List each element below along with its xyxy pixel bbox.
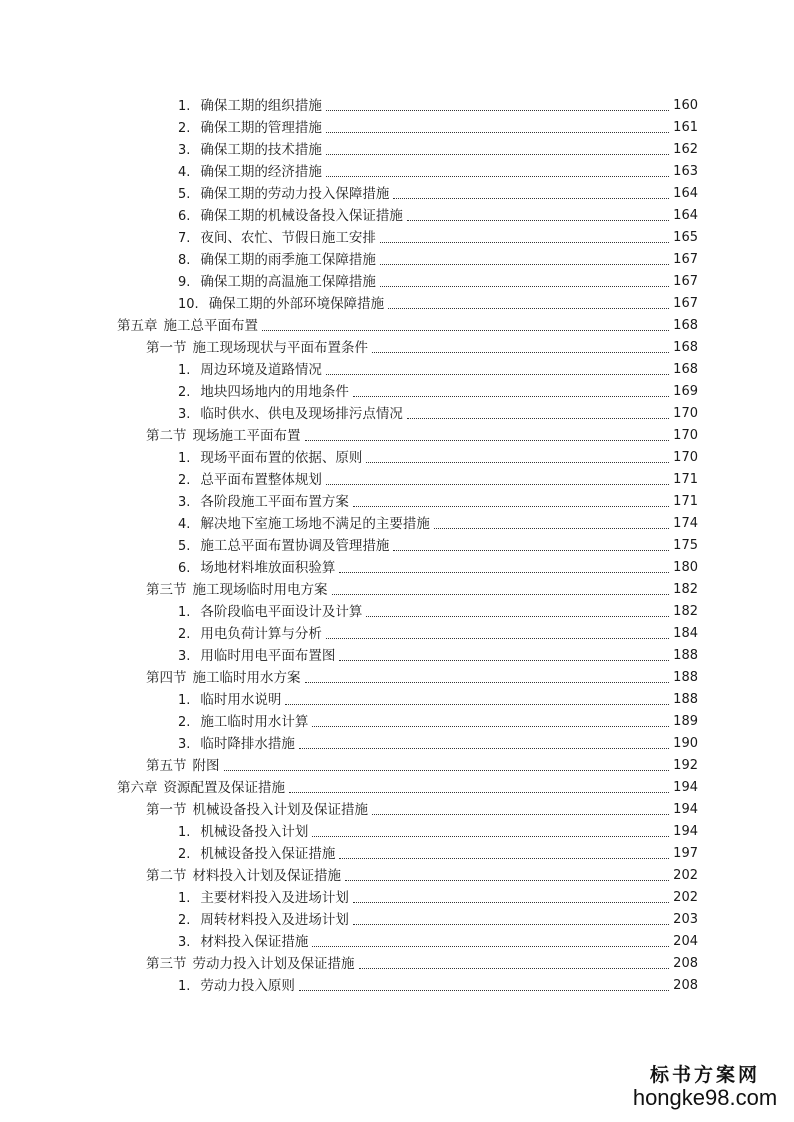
toc-entry-label xyxy=(146,425,302,447)
toc-dot-leader xyxy=(359,967,670,969)
toc-entry-title: 夜间、农忙、节假日施工安排 xyxy=(200,229,376,246)
toc-entry-section[interactable] xyxy=(146,425,698,447)
toc-page-number: 208 xyxy=(673,978,698,993)
toc-entry-number: 第六章 xyxy=(117,780,158,796)
toc-entry-title: 确保工期的经济措施 xyxy=(200,163,322,180)
toc-entry-item[interactable] xyxy=(178,711,698,733)
toc-page-number: 197 xyxy=(673,846,698,861)
toc-dot-leader xyxy=(262,329,669,331)
toc-entry-number: 3. xyxy=(178,494,191,510)
toc-page-number: 202 xyxy=(673,868,698,883)
toc-entry-label xyxy=(178,843,336,866)
toc-entry-title: 确保工期的外部环境保障措施 xyxy=(208,295,385,312)
toc-entry-item[interactable] xyxy=(178,557,698,579)
toc-entry-number: 8. xyxy=(178,252,191,268)
toc-dot-leader xyxy=(326,373,669,375)
toc-dot-leader xyxy=(372,351,669,353)
toc-entry-label xyxy=(178,645,336,668)
toc-entry-label xyxy=(178,249,377,272)
toc-entry-label xyxy=(178,733,296,756)
toc-page-number: 182 xyxy=(673,604,698,619)
toc-entry-label xyxy=(178,689,282,712)
toc-entry-title: 劳动力投入原则 xyxy=(200,977,295,994)
toc-entry-number: 4. xyxy=(178,164,191,180)
toc-entry-number: 1. xyxy=(178,98,191,114)
toc-entry-number: 第四节 xyxy=(146,670,187,686)
toc-entry-title: 施工总平面布置协调及管理措施 xyxy=(200,537,390,554)
toc-entry-title: 现场施工平面布置 xyxy=(192,428,301,444)
toc-page-number: 194 xyxy=(673,824,698,839)
toc-page-number: 204 xyxy=(673,934,698,949)
toc-entry-number: 2. xyxy=(178,384,191,400)
toc-entry-item[interactable] xyxy=(178,931,698,953)
toc-entry-title: 周转材料投入及进场计划 xyxy=(200,911,349,928)
toc-entry-number: 3. xyxy=(178,406,191,422)
toc-entry-number: 3. xyxy=(178,736,191,752)
toc-entry-title: 材料投入保证措施 xyxy=(200,933,309,950)
toc-entry-number: 第三节 xyxy=(146,582,187,598)
toc-page-number: 163 xyxy=(673,164,698,179)
toc-dot-leader xyxy=(353,901,669,903)
toc-page-number: 160 xyxy=(673,98,698,113)
toc-entry-number: 5. xyxy=(178,538,191,554)
toc-entry-label xyxy=(178,887,350,910)
watermark-site-name: 标书方案网 xyxy=(649,1064,760,1086)
toc-entry-label xyxy=(178,491,350,514)
toc-dot-leader xyxy=(299,989,669,991)
toc-entry-label xyxy=(178,139,323,162)
toc-entry-number: 3. xyxy=(178,142,191,158)
toc-entry-title: 施工临时用水方案 xyxy=(192,670,301,686)
toc-entry-number: 7. xyxy=(178,230,191,246)
toc-entry-item[interactable] xyxy=(178,535,698,557)
toc-entry-title: 各阶段临电平面设计及计算 xyxy=(200,603,363,620)
toc-page-number: 170 xyxy=(673,428,698,443)
toc-entry-title: 施工现场临时用电方案 xyxy=(192,582,328,598)
toc-entry-section[interactable] xyxy=(146,667,698,689)
toc-entry-title: 资源配置及保证措施 xyxy=(163,780,285,796)
toc-page-number: 208 xyxy=(673,956,698,971)
toc-entry-number: 1. xyxy=(178,890,191,906)
toc-entry-title: 机械设备投入保证措施 xyxy=(200,845,336,862)
toc-dot-leader xyxy=(339,857,669,859)
toc-dot-leader xyxy=(305,681,670,683)
toc-dot-leader xyxy=(326,637,669,639)
toc-entry-number: 第五节 xyxy=(146,758,187,774)
toc-entry-chapter[interactable] xyxy=(117,777,698,799)
toc-entry-item[interactable] xyxy=(178,601,698,623)
toc-page-number: 164 xyxy=(673,208,698,223)
toc-entry-number: 1. xyxy=(178,692,191,708)
toc-entry-label xyxy=(178,513,431,536)
toc-page-number: 202 xyxy=(673,890,698,905)
toc-page-number: 188 xyxy=(673,648,698,663)
toc-dot-leader xyxy=(380,263,669,265)
toc-page-number: 168 xyxy=(673,318,698,333)
toc-entry-item[interactable] xyxy=(178,491,698,513)
toc-entry-item[interactable] xyxy=(178,645,698,667)
toc-entry-label xyxy=(178,711,309,734)
toc-dot-leader xyxy=(393,197,669,199)
toc-entry-title: 机械设备投入计划 xyxy=(200,823,309,840)
toc-entry-number: 第一节 xyxy=(146,802,187,818)
toc-entry-item[interactable] xyxy=(178,469,698,491)
toc-entry-item[interactable] xyxy=(178,447,698,469)
toc-entry-label xyxy=(178,205,404,228)
toc-page-number: 184 xyxy=(673,626,698,641)
toc-dot-leader xyxy=(224,769,670,771)
toc-entry-title: 临时用水说明 xyxy=(200,691,282,708)
toc-page-number: 175 xyxy=(673,538,698,553)
toc-page-number: 161 xyxy=(673,120,698,135)
watermark-logo xyxy=(630,1064,780,1110)
toc-entry-label xyxy=(178,557,336,580)
toc-dot-leader xyxy=(326,153,669,155)
toc-entry-title: 机械设备投入计划及保证措施 xyxy=(192,802,368,818)
toc-entry-label xyxy=(178,403,404,426)
toc-entry-title: 临时降排水措施 xyxy=(200,735,295,752)
toc-entry-item[interactable] xyxy=(178,271,698,293)
toc-entry-item[interactable] xyxy=(178,139,698,161)
toc-dot-leader xyxy=(407,219,669,221)
toc-dot-leader xyxy=(305,439,670,441)
toc-entry-label xyxy=(117,777,286,799)
toc-page-number: 171 xyxy=(673,472,698,487)
toc-page-number: 194 xyxy=(673,780,698,795)
toc-entry-item[interactable] xyxy=(178,249,698,271)
toc-entry-title: 场地材料堆放面积验算 xyxy=(200,559,336,576)
toc-dot-leader xyxy=(345,879,669,881)
toc-entry-label xyxy=(178,183,390,206)
toc-dot-leader xyxy=(339,571,669,573)
toc-entry-title: 确保工期的雨季施工保障措施 xyxy=(200,251,376,268)
toc-dot-leader xyxy=(299,747,669,749)
toc-entry-section[interactable] xyxy=(146,755,698,777)
toc-page-number: 180 xyxy=(673,560,698,575)
toc-entry-item[interactable] xyxy=(178,843,698,865)
toc-entry-number: 3. xyxy=(178,934,191,950)
toc-entry-label xyxy=(146,953,356,975)
toc-entry-item[interactable] xyxy=(178,513,698,535)
toc-entry-title: 周边环境及道路情况 xyxy=(200,361,322,378)
toc-entry-item[interactable] xyxy=(178,227,698,249)
toc-entry-number: 1. xyxy=(178,450,191,466)
toc-page-number: 171 xyxy=(673,494,698,509)
toc-entry-title: 施工总平面布置 xyxy=(163,318,258,334)
toc-entry-title: 地块四场地内的用地条件 xyxy=(200,383,349,400)
toc-entry-title: 主要材料投入及进场计划 xyxy=(200,889,349,906)
toc-entry-title: 各阶段施工平面布置方案 xyxy=(200,493,349,510)
toc-entry-title: 施工临时用水计算 xyxy=(200,713,309,730)
toc-entry-label xyxy=(178,909,350,932)
toc-dot-leader xyxy=(366,615,669,617)
toc-dot-leader xyxy=(285,703,669,705)
toc-dot-leader xyxy=(353,923,669,925)
toc-entry-title: 确保工期的组织措施 xyxy=(200,97,322,114)
toc-page-number: 188 xyxy=(673,692,698,707)
toc-dot-leader xyxy=(339,659,669,661)
toc-entry-item[interactable] xyxy=(178,909,698,931)
toc-dot-leader xyxy=(353,395,669,397)
toc-entry-number: 1. xyxy=(178,978,191,994)
toc-entry-label xyxy=(178,469,323,492)
toc-page-number: 194 xyxy=(673,802,698,817)
toc-dot-leader xyxy=(326,175,669,177)
toc-entry-number: 9. xyxy=(178,274,191,290)
toc-entry-number: 5. xyxy=(178,186,191,202)
toc-page-number: 164 xyxy=(673,186,698,201)
toc-entry-label xyxy=(178,227,377,250)
toc-entry-section[interactable] xyxy=(146,579,698,601)
toc-entry-label xyxy=(178,293,385,316)
toc-dot-leader xyxy=(332,593,670,595)
toc-entry-label xyxy=(178,623,323,646)
toc-entry-section[interactable] xyxy=(146,865,698,887)
toc-entry-label xyxy=(178,931,309,954)
toc-page-number: 188 xyxy=(673,670,698,685)
toc-entry-section[interactable] xyxy=(146,337,698,359)
toc-entry-label xyxy=(178,821,309,844)
watermark-domain: hongke98.com xyxy=(632,1085,778,1110)
toc-entry-label xyxy=(146,337,369,359)
toc-dot-leader xyxy=(312,835,669,837)
toc-entry-label xyxy=(178,95,323,118)
toc-entry-item[interactable] xyxy=(178,381,698,403)
toc-entry-item[interactable] xyxy=(178,821,698,843)
toc-page-number: 165 xyxy=(673,230,698,245)
toc-entry-chapter[interactable] xyxy=(117,315,698,337)
toc-entry-item[interactable] xyxy=(178,293,698,315)
toc-entry-number: 1. xyxy=(178,362,191,378)
toc-entry-title: 解决地下室施工场地不满足的主要措施 xyxy=(200,515,430,532)
toc-dot-leader xyxy=(326,483,669,485)
toc-entry-number: 6. xyxy=(178,208,191,224)
toc-entry-title: 材料投入计划及保证措施 xyxy=(192,868,341,884)
toc-entry-number: 3. xyxy=(178,648,191,664)
toc-entry-title: 用电负荷计算与分析 xyxy=(200,625,322,642)
toc-entry-label xyxy=(178,271,377,294)
toc-page-number: 169 xyxy=(673,384,698,399)
toc-page-number: 190 xyxy=(673,736,698,751)
toc-entry-title: 用临时用电平面布置图 xyxy=(200,647,336,664)
toc-entry-label xyxy=(146,579,329,601)
toc-entry-number: 4. xyxy=(178,516,191,532)
toc-entry-title: 劳动力投入计划及保证措施 xyxy=(192,956,355,972)
toc-page-number: 167 xyxy=(673,252,698,267)
toc-entry-label xyxy=(178,117,323,140)
toc-entry-item[interactable] xyxy=(178,403,698,425)
toc-dot-leader xyxy=(393,549,669,551)
toc-page-number: 192 xyxy=(673,758,698,773)
toc-dot-leader xyxy=(380,241,669,243)
toc-entry-item[interactable] xyxy=(178,161,698,183)
toc-entry-number: 2. xyxy=(178,472,191,488)
toc-entry-title: 附图 xyxy=(192,758,220,774)
toc-entry-label xyxy=(178,381,350,404)
table-of-contents xyxy=(0,95,794,997)
toc-dot-leader xyxy=(312,945,669,947)
toc-entry-number: 1. xyxy=(178,824,191,840)
toc-dot-leader xyxy=(407,417,669,419)
toc-page-number: 162 xyxy=(673,142,698,157)
toc-entry-label xyxy=(178,161,323,184)
toc-entry-title: 总平面布置整体规划 xyxy=(200,471,322,488)
toc-entry-label xyxy=(146,865,342,887)
toc-entry-title: 临时供水、供电及现场排污点情况 xyxy=(200,405,403,422)
toc-entry-label xyxy=(146,799,369,821)
toc-entry-label xyxy=(178,601,363,624)
toc-entry-label xyxy=(117,315,259,337)
toc-page-number: 167 xyxy=(673,274,698,289)
toc-entry-section[interactable] xyxy=(146,953,698,975)
toc-entry-number: 第五章 xyxy=(117,318,158,334)
toc-entry-title: 确保工期的高温施工保障措施 xyxy=(200,273,376,290)
toc-entry-label xyxy=(146,755,221,777)
toc-dot-leader xyxy=(312,725,669,727)
toc-entry-number: 2. xyxy=(178,912,191,928)
toc-entry-item[interactable] xyxy=(178,117,698,139)
toc-dot-leader xyxy=(372,813,669,815)
toc-page-number: 168 xyxy=(673,340,698,355)
toc-entry-number: 2. xyxy=(178,714,191,730)
toc-entry-number: 2. xyxy=(178,626,191,642)
toc-entry-item[interactable] xyxy=(178,359,698,381)
toc-entry-item[interactable] xyxy=(178,183,698,205)
toc-entry-number: 第一节 xyxy=(146,340,187,356)
toc-entry-label xyxy=(146,667,302,689)
toc-entry-number: 10. xyxy=(178,296,199,312)
toc-entry-item[interactable] xyxy=(178,689,698,711)
toc-entry-title: 确保工期的劳动力投入保障措施 xyxy=(200,185,390,202)
toc-entry-number: 6. xyxy=(178,560,191,576)
toc-entry-item[interactable] xyxy=(178,887,698,909)
toc-dot-leader xyxy=(366,461,669,463)
toc-entry-number: 1. xyxy=(178,604,191,620)
toc-page-number: 182 xyxy=(673,582,698,597)
toc-dot-leader xyxy=(326,131,669,133)
toc-dot-leader xyxy=(380,285,669,287)
toc-page-number: 189 xyxy=(673,714,698,729)
toc-entry-item[interactable] xyxy=(178,733,698,755)
toc-entry-title: 现场平面布置的依据、原则 xyxy=(200,449,363,466)
toc-entry-title: 确保工期的管理措施 xyxy=(200,119,322,136)
toc-entry-item[interactable] xyxy=(178,205,698,227)
toc-entry-section[interactable] xyxy=(146,799,698,821)
toc-entry-title: 施工现场现状与平面布置条件 xyxy=(192,340,368,356)
toc-page-number: 167 xyxy=(673,296,698,311)
toc-page-number: 170 xyxy=(673,450,698,465)
toc-dot-leader xyxy=(353,505,669,507)
toc-entry-number: 2. xyxy=(178,120,191,136)
toc-entry-number: 第三节 xyxy=(146,956,187,972)
toc-dot-leader xyxy=(434,527,669,529)
toc-page-number: 168 xyxy=(673,362,698,377)
toc-page-number: 203 xyxy=(673,912,698,927)
toc-page-number: 170 xyxy=(673,406,698,421)
toc-entry-label xyxy=(178,975,296,998)
toc-page-number: 174 xyxy=(673,516,698,531)
toc-dot-leader xyxy=(388,307,669,309)
toc-dot-leader xyxy=(289,791,669,793)
toc-entry-item[interactable] xyxy=(178,623,698,645)
toc-entry-label xyxy=(178,359,323,382)
toc-entry-title: 确保工期的机械设备投入保证措施 xyxy=(200,207,403,224)
toc-entry-title: 确保工期的技术措施 xyxy=(200,141,322,158)
toc-entry-number: 第二节 xyxy=(146,428,187,444)
toc-dot-leader xyxy=(326,109,669,111)
toc-entry-number: 第二节 xyxy=(146,868,187,884)
toc-entry-item[interactable] xyxy=(178,975,698,997)
toc-entry-item[interactable] xyxy=(178,95,698,117)
toc-entry-label xyxy=(178,447,363,470)
toc-entry-label xyxy=(178,535,390,558)
toc-entry-number: 2. xyxy=(178,846,191,862)
